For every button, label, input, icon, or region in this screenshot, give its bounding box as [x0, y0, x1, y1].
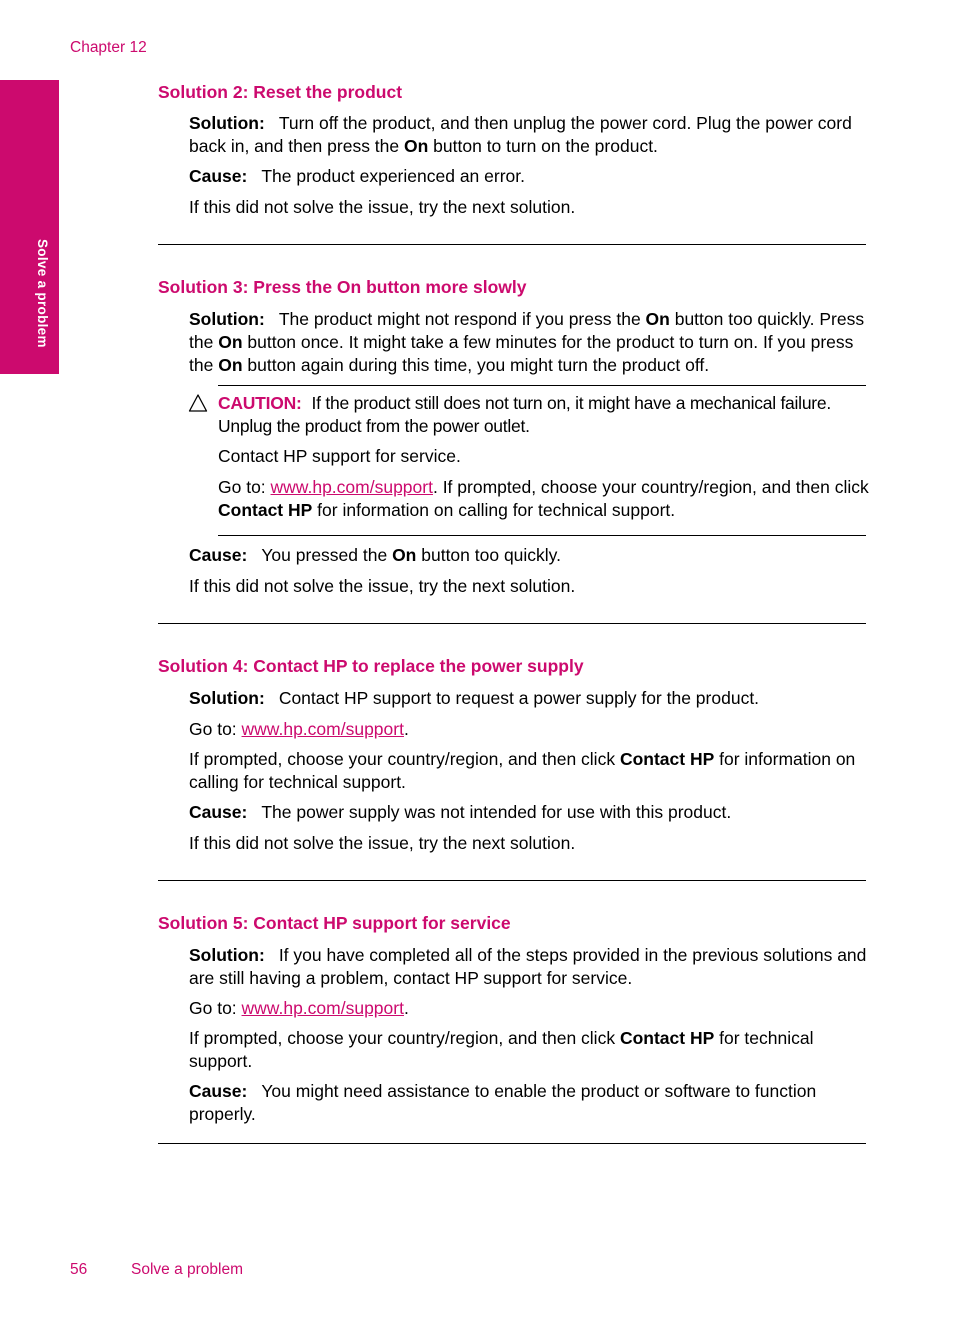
- solution-4-text: Solution: Contact HP support to request a power supply for the product.: [189, 688, 760, 708]
- solution-2-next: If this did not solve the issue, try the next solution.: [189, 197, 576, 217]
- solution-label: Solution:: [189, 945, 265, 965]
- caution-text: CAUTION: If the product still does not turn on, it might have a mechanical failure. Unplug the product from the power outlet.: [218, 393, 831, 436]
- caution-top-rule: [218, 385, 866, 386]
- solution-5-heading: Solution 5: Contact HP support for service: [158, 913, 511, 933]
- section-divider: [158, 244, 866, 245]
- solution-label: Solution:: [189, 113, 265, 133]
- solution-5-prompt: If prompted, choose your country/region, and then click Contact HP for technical support.: [189, 1028, 814, 1071]
- caution-bottom-rule: [218, 535, 866, 536]
- caution-contact: Contact HP support for service.: [218, 446, 461, 466]
- solution-3-cause: Cause: You pressed the On button too quickly.: [189, 545, 561, 565]
- footer-section-title: Solve a problem: [131, 1261, 244, 1278]
- solution-4-goto: Go to: www.hp.com/support.: [189, 719, 409, 739]
- solution-4-cause: Cause: The power supply was not intended for use with this product.: [189, 802, 732, 822]
- solution-4-heading: Solution 4: Contact HP to replace the power supply: [158, 656, 584, 676]
- cause-label: Cause:: [189, 1081, 248, 1101]
- solution-2-heading: Solution 2: Reset the product: [158, 82, 403, 102]
- warning-triangle-icon: [188, 393, 208, 413]
- cause-label: Cause:: [189, 545, 248, 565]
- section-divider: [158, 880, 866, 881]
- solution-2-cause: Cause: The product experienced an error.: [189, 166, 525, 186]
- solution-2-text: Solution: Turn off the product, and then unplug the power cord. Plug the power cord back in, and then press the On button to turn on the product.: [189, 113, 852, 156]
- solution-4-next: If this did not solve the issue, try the next solution.: [189, 833, 576, 853]
- hp-support-link[interactable]: www.hp.com/support: [241, 719, 404, 739]
- solution-label: Solution:: [189, 688, 265, 708]
- cause-label: Cause:: [189, 166, 248, 186]
- solution-3-next: If this did not solve the issue, try the next solution.: [189, 576, 576, 596]
- side-tab-label: Solve a problem: [35, 239, 50, 348]
- caution-goto: Go to: www.hp.com/support. If prompted, choose your country/region, and then click Contact HP for information on calling for technical support.: [218, 477, 869, 520]
- solution-3-text: Solution: The product might not respond if you press the On button too quickly. Press the On button once. It might take a few minutes for the product to turn on. If you press the On button again during this time, you might turn the product off.: [189, 309, 865, 375]
- section-divider: [158, 623, 866, 624]
- caution-label: CAUTION:: [218, 393, 302, 413]
- hp-support-link[interactable]: www.hp.com/support: [241, 998, 404, 1018]
- solution-5-goto: Go to: www.hp.com/support.: [189, 998, 409, 1018]
- page-number: 56: [70, 1261, 88, 1278]
- hp-support-link[interactable]: www.hp.com/support: [270, 477, 433, 497]
- solution-label: Solution:: [189, 309, 265, 329]
- cause-label: Cause:: [189, 802, 248, 822]
- section-divider: [158, 1143, 866, 1144]
- solution-3-heading: Solution 3: Press the On button more slowly: [158, 277, 527, 297]
- solution-5-text: Solution: If you have completed all of the steps provided in the previous solutions and are still having a problem, contact HP support for service.: [189, 945, 867, 988]
- solution-4-prompt: If prompted, choose your country/region, and then click Contact HP for information on calling for technical support.: [189, 749, 856, 792]
- solution-5-cause: Cause: You might need assistance to enable the product or software to function properly.: [189, 1081, 817, 1124]
- chapter-label: Chapter 12: [70, 39, 147, 56]
